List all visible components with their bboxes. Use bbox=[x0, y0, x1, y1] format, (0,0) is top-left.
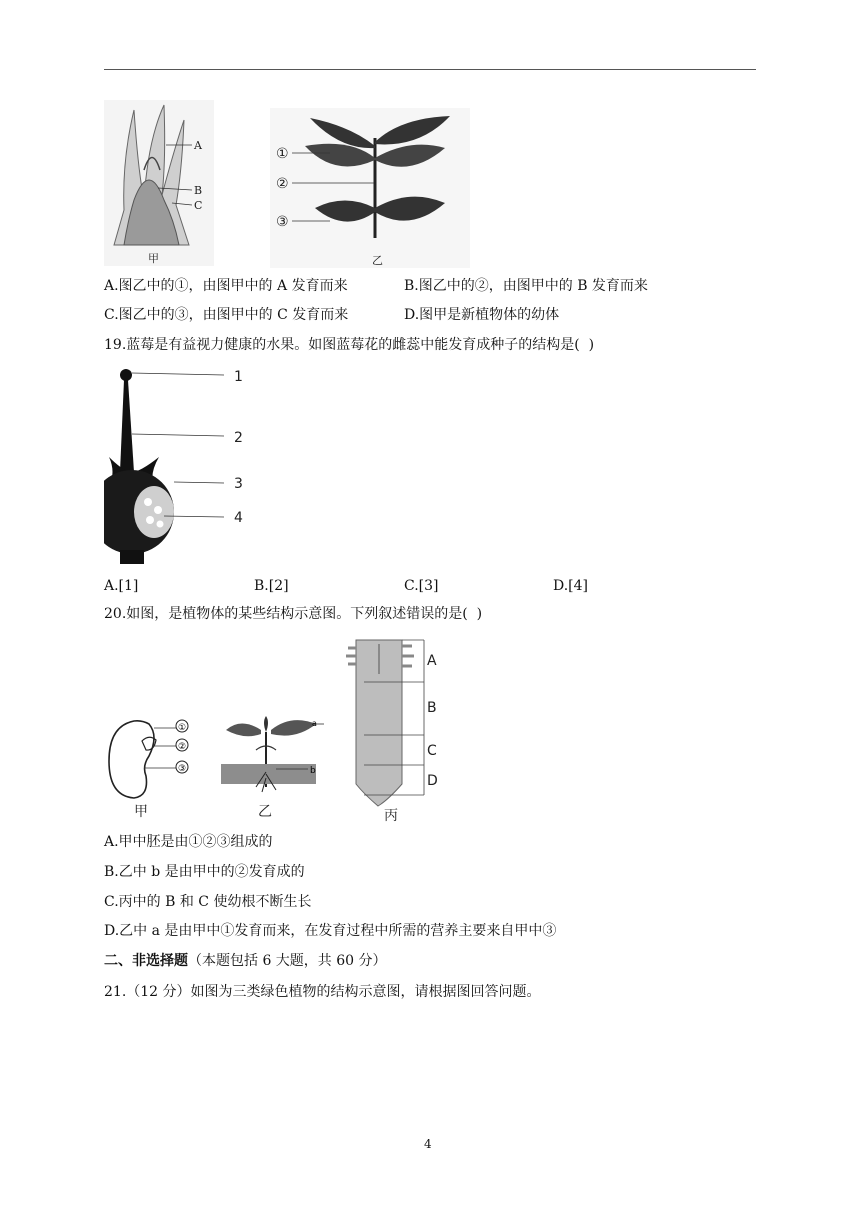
root-label-c: C bbox=[427, 743, 437, 759]
header-rule bbox=[104, 69, 756, 70]
pistil-label-3: 3 bbox=[234, 476, 243, 492]
caption-bing-20: 丙 bbox=[384, 808, 398, 824]
caption-yi-20: 乙 bbox=[258, 804, 272, 820]
section-heading: 二、非选择题 bbox=[104, 953, 188, 969]
root-tip-figure-bing bbox=[342, 634, 448, 826]
root-label-b: B bbox=[427, 700, 437, 716]
caption-jia-20: 甲 bbox=[134, 804, 148, 820]
seed-label-2: ② bbox=[177, 742, 187, 752]
root-label-d: D bbox=[427, 773, 438, 789]
q20-option-b: B.乙中 b 是由甲中的②发育成的 bbox=[104, 864, 305, 880]
q18-option-c: C.图乙中的③，由图甲中的 C 发育而来 bbox=[104, 307, 349, 323]
bud-label-a: A bbox=[194, 139, 202, 152]
q19-stem: 19.蓝莓是有益视力健康的水果。如图蓝莓花的雌蕊中能发育成种子的结构是( ) bbox=[104, 337, 595, 353]
seed-label-3: ③ bbox=[177, 764, 187, 774]
q20-stem: 20.如图，是植物体的某些结构示意图。下列叙述错误的是( ) bbox=[104, 606, 483, 622]
bud-label-b: B bbox=[194, 184, 203, 197]
pistil-figure bbox=[104, 362, 254, 568]
pistil-label-4: 4 bbox=[234, 510, 243, 526]
q21-stem: 21.（12 分）如图为三类绿色植物的结构示意图，请根据图回答问题。 bbox=[104, 984, 541, 1000]
seed-label-1: ① bbox=[177, 723, 187, 733]
page-number: 4 bbox=[424, 1137, 432, 1151]
q19-option-c: C.[3] bbox=[404, 578, 439, 594]
seedling-figure-yi bbox=[216, 712, 326, 822]
q20-option-d: D.乙中 a 是由甲中①发育而来，在发育过程中所需的营养主要来自甲中③ bbox=[104, 923, 557, 939]
seed-figure-jia bbox=[104, 716, 204, 822]
pistil-label-2: 2 bbox=[234, 430, 243, 446]
q18-option-d: D.图甲是新植物体的幼体 bbox=[404, 307, 560, 323]
q18-option-a: A.图乙中的①，由图甲中的 A 发育而来 bbox=[104, 278, 348, 294]
bud-label-c: C bbox=[194, 199, 203, 212]
caption-jia: 甲 bbox=[148, 252, 159, 265]
caption-yi: 乙 bbox=[372, 254, 383, 267]
q19-option-a: A.[1] bbox=[104, 578, 139, 594]
branch-label-3: ③ bbox=[276, 214, 289, 230]
branch-figure-yi bbox=[270, 108, 470, 268]
q20-option-a: A.甲中胚是由①②③组成的 bbox=[104, 834, 273, 850]
section-note: （本题包括 6 大题，共 60 分） bbox=[188, 953, 387, 969]
q20-option-c: C.丙中的 B 和 C 使幼根不断生长 bbox=[104, 894, 312, 910]
branch-label-1: ① bbox=[276, 146, 289, 162]
section-heading-line bbox=[104, 951, 387, 971]
root-label-a: A bbox=[427, 653, 437, 669]
seedling-label-a: a bbox=[312, 719, 317, 728]
q18-option-b: B.图乙中的②，由图甲中的 B 发育而来 bbox=[404, 278, 648, 294]
q19-option-b: B.[2] bbox=[254, 578, 289, 594]
bud-figure-jia bbox=[104, 100, 214, 266]
branch-label-2: ② bbox=[276, 176, 289, 192]
seedling-label-b: b bbox=[310, 766, 316, 776]
pistil-label-1: 1 bbox=[234, 369, 243, 385]
q19-option-d: D.[4] bbox=[553, 578, 589, 594]
